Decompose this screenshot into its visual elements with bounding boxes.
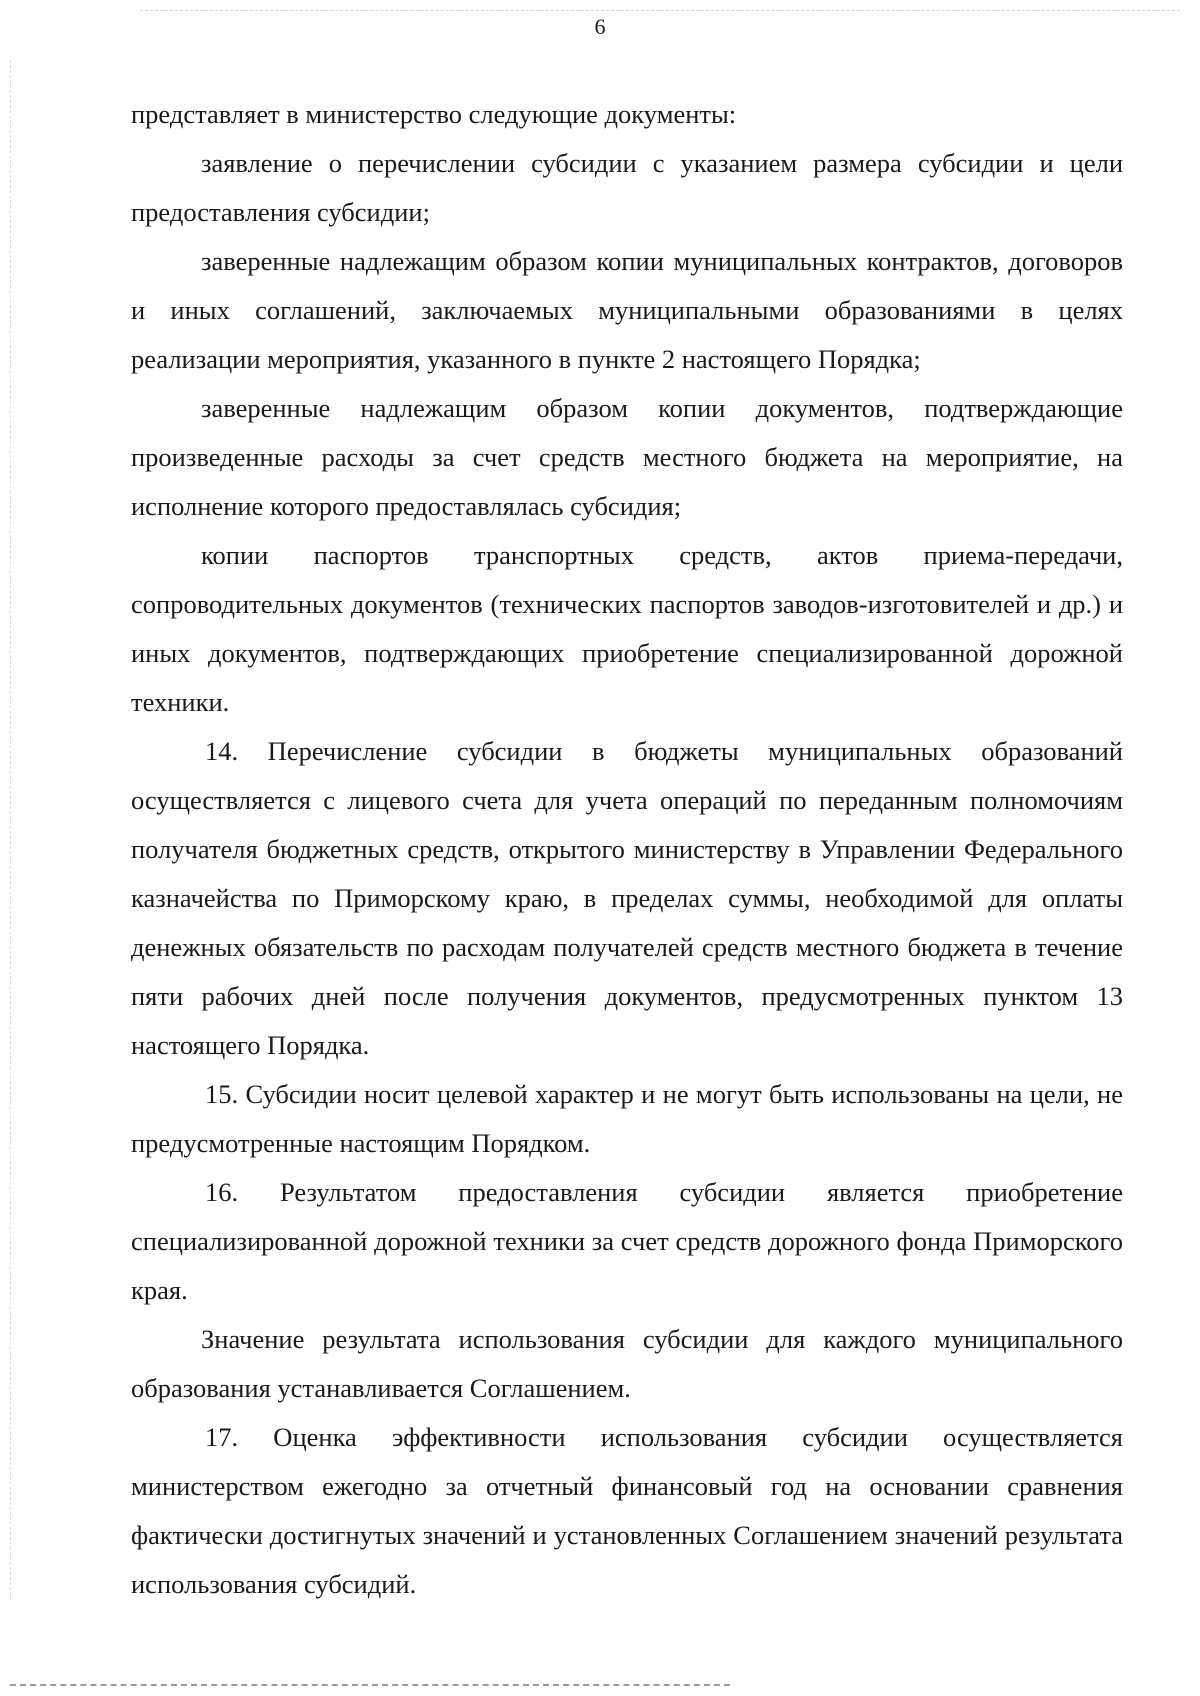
paragraph-result-value: Значение результата использования субсидии для каждого муниципального образования устанавливается Соглашением. <box>131 1324 1123 1403</box>
paragraph-expense-copies: заверенные надлежащим образом копии документов, подтверждающие произведенные расходы за счет средств местного бюджета на мероприятие, на исполнение которого предоставлялась субсидия; <box>131 393 1123 521</box>
paragraph-vehicle-passports: копии паспортов транспортных средств, актов приема-передачи, сопроводительных документов (технических паспортов заводов-изготовителей и др.) и иных документов, подтверждающих приобретение специализированной дорожной техники. <box>131 540 1123 717</box>
paragraph-item-15: 15. Субсидии носит целевой характер и не могут быть использованы на цели, не предусмотренные настоящим Порядком. <box>131 1079 1123 1158</box>
scan-artifact-bottom <box>10 1684 730 1688</box>
paragraph-contract-copies: заверенные надлежащим образом копии муниципальных контрактов, договоров и иных соглашений, заключаемых муниципальными образованиями в целях реализации мероприятия, указанного в пункте 2 настоящего Порядка; <box>131 246 1123 374</box>
scan-artifact-top <box>140 10 1180 12</box>
scan-artifact-left <box>10 60 12 1600</box>
paragraph-intro: представляет в министерство следующие документы: <box>131 99 737 129</box>
paragraph-item-14: 14. Перечисление субсидии в бюджеты муниципальных образований осуществляется с лицевого счета для учета операций по переданным полномочиям получателя бюджетных средств, открытого министерству в Управлении Федерального казначейства по Приморскому краю, в пределах суммы, необходимой для оплаты денежных обязательств по расходам получателей средств местного бюджета в течение пяти рабочих дней после получения документов, предусмотренных пунктом 13 настоящего Порядка. <box>131 736 1123 1060</box>
paragraph-item-17: 17. Оценка эффективности использования субсидии осуществляется министерством ежегодно за отчетный финансовый год на основании сравнения фактически достигнутых значений и установленных Соглашением значений результата использования субсидий. <box>131 1422 1123 1599</box>
paragraph-item-16: 16. Результатом предоставления субсидии является приобретение специализированной дорожной техники за счет средств дорожного фонда Приморского края. <box>131 1177 1123 1305</box>
page-number: 6 <box>594 14 606 39</box>
paragraph-application: заявление о перечислении субсидии с указанием размера субсидии и цели предоставления субсидии; <box>131 148 1123 227</box>
document-body <box>131 90 1123 1609</box>
